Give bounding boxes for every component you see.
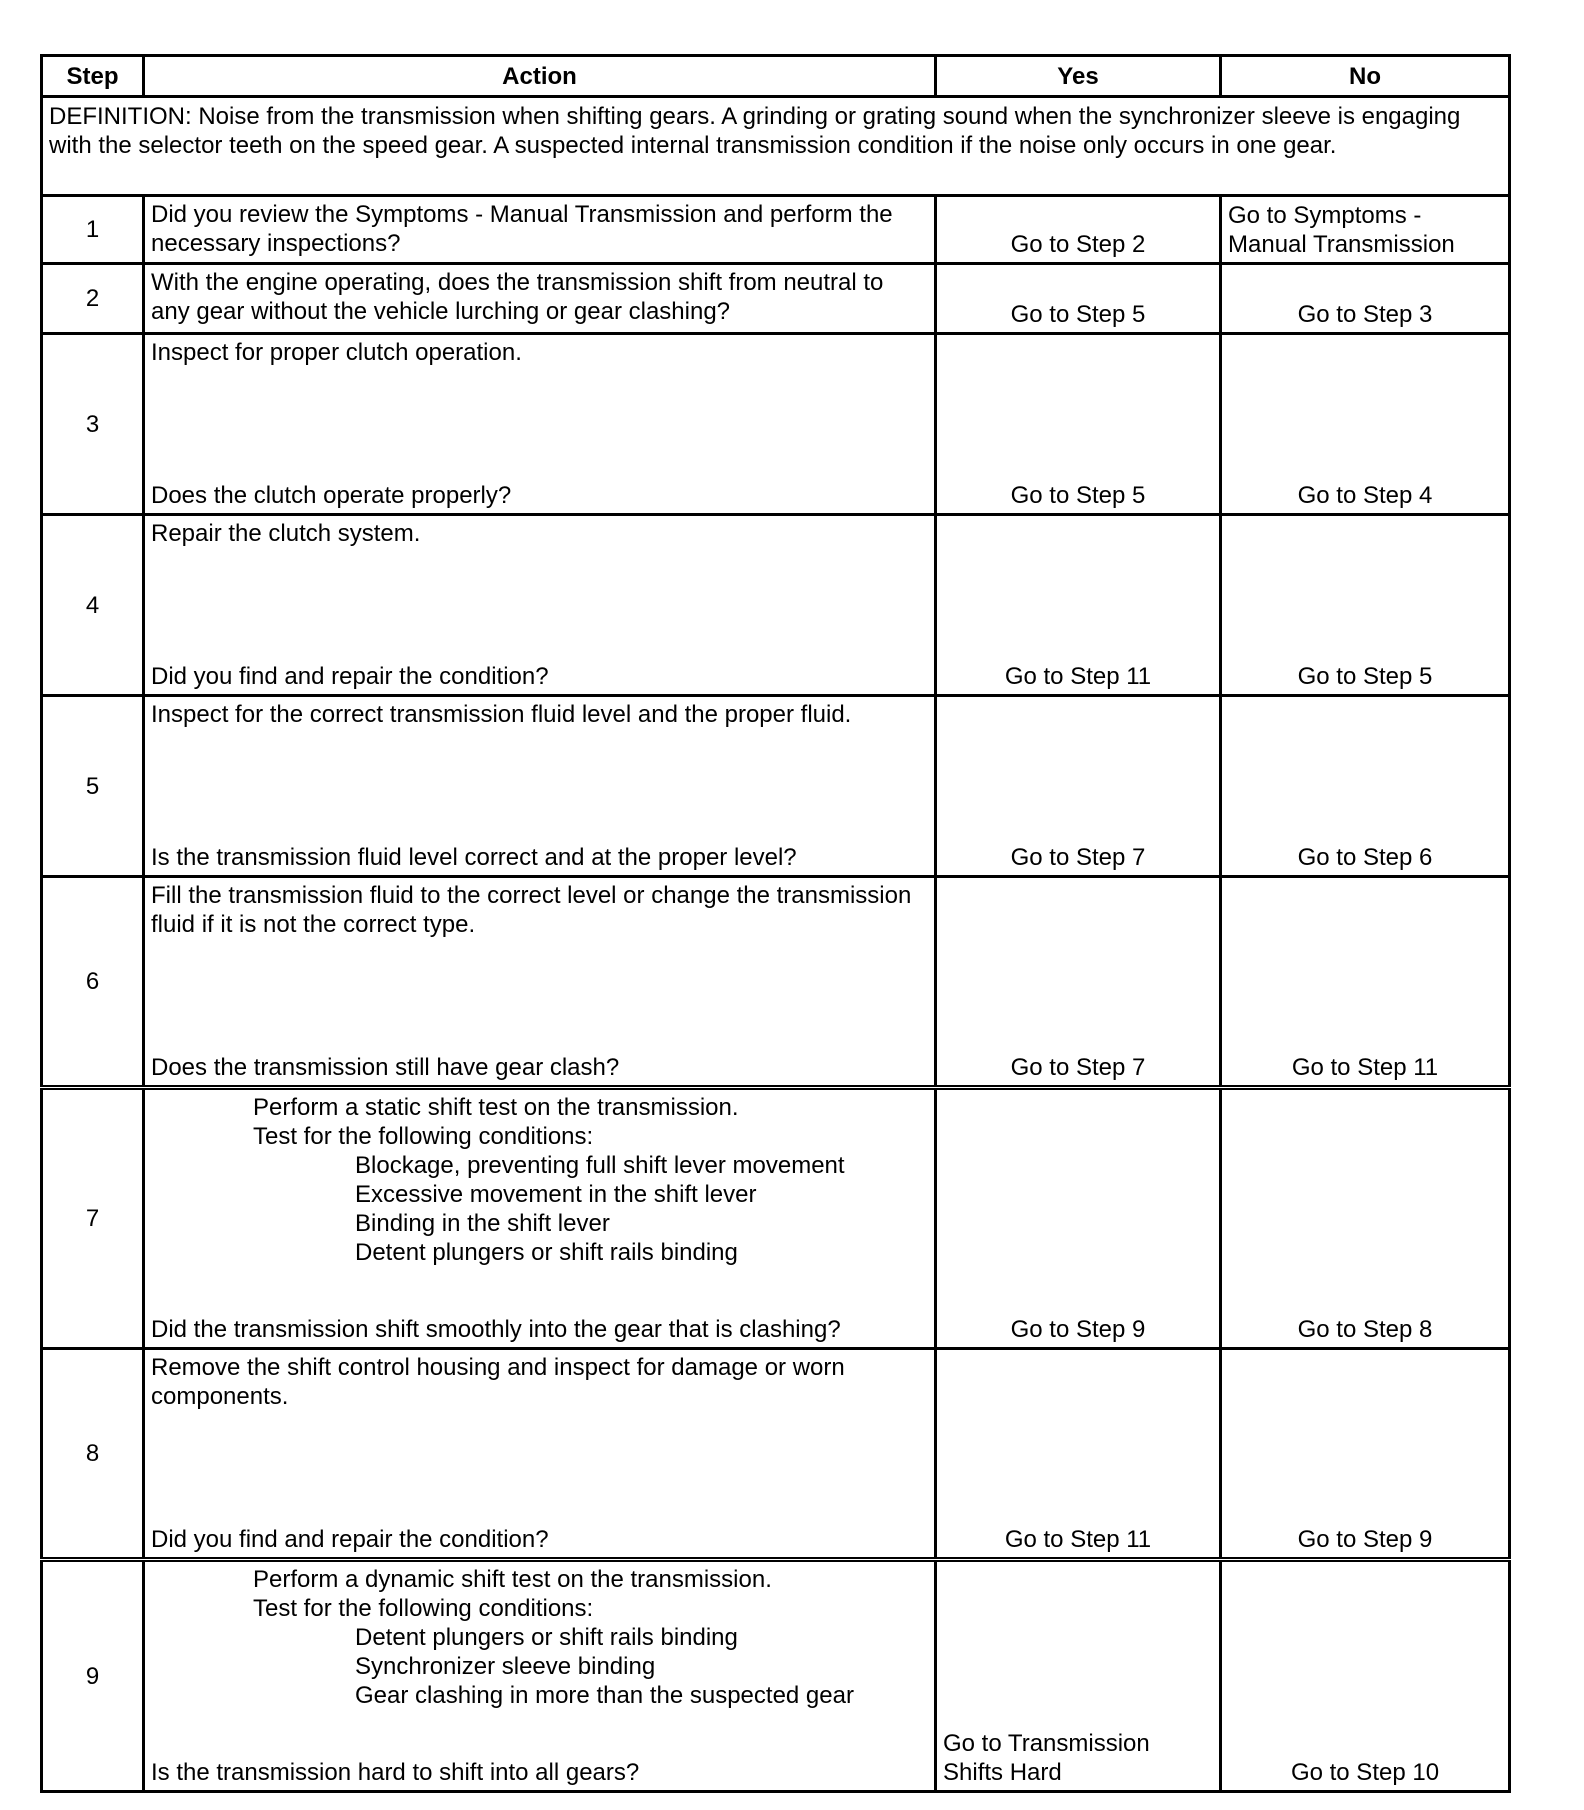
step-row-4 (42, 515, 1510, 696)
step-number: 9 (42, 1560, 144, 1792)
no-outcome: Go to Step 9 (1221, 1349, 1510, 1560)
step-row-9 (42, 1560, 1510, 1792)
action-question: Did the transmission shift smoothly into the gear that is clashing? (151, 1316, 841, 1343)
no-outcome: Go to Step 11 (1221, 877, 1510, 1088)
no-outcome: Go to Step 5 (1221, 515, 1510, 696)
action-line: Perform a static shift test on the transmission. (253, 1094, 739, 1121)
no-outcome: Go to Step 10 (1221, 1560, 1510, 1792)
action-text: Repair the clutch system. (151, 520, 421, 547)
action-line: Perform a dynamic shift test on the transmission. (253, 1566, 772, 1593)
action-text: Did you review the Symptoms - Manual Transmission and perform the necessary inspections? (151, 201, 900, 257)
action-text: Inspect for proper clutch operation. (151, 339, 522, 366)
header-row (42, 56, 1510, 97)
step-number: 3 (42, 334, 144, 515)
condition-item: Synchronizer sleeve binding (355, 1653, 656, 1680)
action-text: Remove the shift control housing and inspect for damage or worn components. (151, 1354, 852, 1410)
action-cell (144, 196, 936, 264)
step-number: 4 (42, 515, 144, 696)
yes-outcome: Go to Step 5 (936, 264, 1221, 334)
no-outcome: Go to Step 6 (1221, 696, 1510, 877)
action-cell (144, 334, 936, 515)
step-row-1 (42, 196, 1510, 264)
header-no: No (1221, 56, 1510, 97)
condition-item: Binding in the shift lever (355, 1210, 610, 1237)
condition-item: Detent plungers or shift rails binding (355, 1624, 738, 1651)
action-text: With the engine operating, does the transmission shift from neutral to any gear without the vehicle lurching or gear clashing? (151, 269, 891, 325)
action-cell (144, 1560, 936, 1792)
condition-item: Detent plungers or shift rails binding (355, 1239, 738, 1266)
yes-outcome: Go to Step 11 (936, 1349, 1221, 1560)
yes-outcome: Go to Step 2 (936, 196, 1221, 264)
yes-outcome: Go to Step 9 (936, 1088, 1221, 1349)
step-number: 6 (42, 877, 144, 1088)
action-text: Fill the transmission fluid to the correct level or change the transmission fluid if it is not the correct type. (151, 882, 919, 938)
header-step: Step (42, 56, 144, 97)
no-outcome: Go to Step 8 (1221, 1088, 1510, 1349)
action-question: Does the clutch operate properly? (151, 482, 512, 509)
action-cell (144, 264, 936, 334)
step-number: 1 (42, 196, 144, 264)
step-row-2 (42, 264, 1510, 334)
action-cell (144, 515, 936, 696)
step-number: 5 (42, 696, 144, 877)
step-number: 2 (42, 264, 144, 334)
no-outcome: Go to Step 3 (1221, 264, 1510, 334)
step-row-6 (42, 877, 1510, 1088)
definition-row (42, 97, 1510, 196)
action-question: Did you find and repair the condition? (151, 1526, 549, 1553)
condition-item: Gear clashing in more than the suspected gear (355, 1682, 854, 1709)
yes-outcome: Go to Step 7 (936, 696, 1221, 877)
action-cell (144, 696, 936, 877)
action-question: Did you find and repair the condition? (151, 663, 549, 690)
no-outcome: Go to Symptoms - Manual Transmission (1221, 196, 1510, 264)
yes-outcome: Go to Transmission Shifts Hard (936, 1560, 1221, 1792)
yes-outcome: Go to Step 5 (936, 334, 1221, 515)
diagnostic-table (40, 54, 1511, 1793)
action-question: Does the transmission still have gear clash? (151, 1054, 620, 1081)
yes-outcome: Go to Step 11 (936, 515, 1221, 696)
step-row-5 (42, 696, 1510, 877)
action-question: Is the transmission hard to shift into all gears? (151, 1759, 640, 1786)
header-yes: Yes (936, 56, 1221, 97)
action-question: Is the transmission fluid level correct and at the proper level? (151, 844, 797, 871)
condition-item: Excessive movement in the shift lever (355, 1181, 757, 1208)
action-procedure (151, 1093, 928, 1267)
action-cell (144, 877, 936, 1088)
definition-text: DEFINITION: Noise from the transmission when shifting gears. A grinding or grating sound when the synchronizer sleeve is engaging with the selector teeth on the speed gear. A suspected internal transmission condition if the noise only occurs in one gear. (42, 97, 1510, 196)
step-row-3 (42, 334, 1510, 515)
action-line: Test for the following conditions: (253, 1595, 594, 1622)
no-outcome: Go to Step 4 (1221, 334, 1510, 515)
step-row-7 (42, 1088, 1510, 1349)
action-text: Inspect for the correct transmission fluid level and the proper fluid. (151, 701, 852, 728)
action-cell (144, 1349, 936, 1560)
action-cell (144, 1088, 936, 1349)
condition-item: Blockage, preventing full shift lever movement (355, 1152, 845, 1179)
step-number: 8 (42, 1349, 144, 1560)
header-action: Action (144, 56, 936, 97)
action-procedure (151, 1565, 928, 1710)
step-number: 7 (42, 1088, 144, 1349)
step-row-8 (42, 1349, 1510, 1560)
yes-outcome: Go to Step 7 (936, 877, 1221, 1088)
action-line: Test for the following conditions: (253, 1123, 594, 1150)
